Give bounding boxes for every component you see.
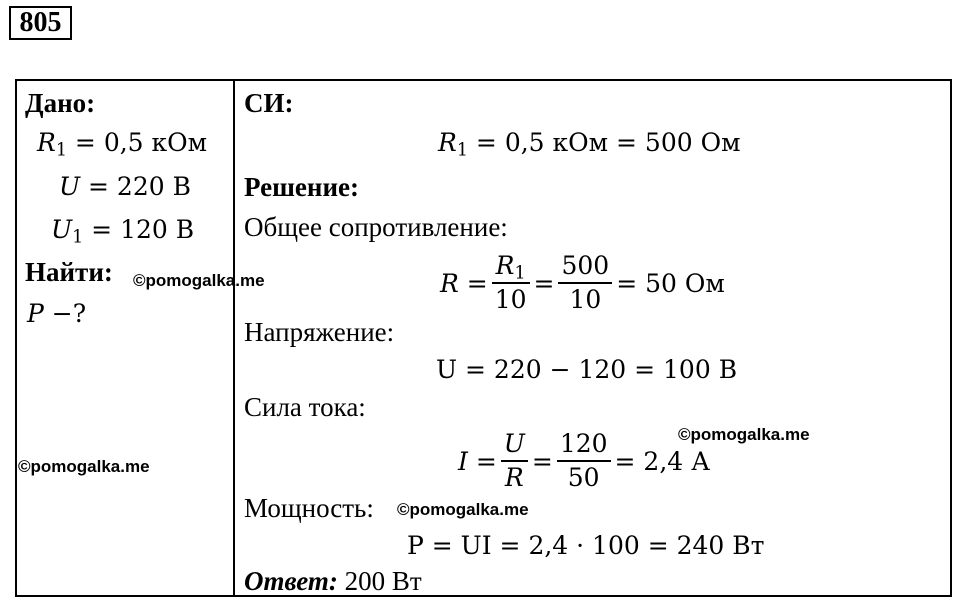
step1-frac2 (558, 250, 612, 316)
given-u1-sub: 1 (72, 227, 84, 248)
step1-lhs (440, 269, 488, 298)
step2-formula: U = 220 − 120 = 100 В (436, 355, 738, 384)
step1-frac1-num (492, 250, 530, 284)
watermark: ©pomogalka.me (18, 457, 150, 476)
given-u1 (51, 214, 194, 246)
si-r1-var: R (438, 128, 457, 157)
step3-frac2-num: 120 (557, 428, 611, 462)
step1-frac2-den: 10 (569, 285, 602, 314)
step1-eq: = (533, 268, 555, 298)
step2-label: Напряжение: (244, 317, 395, 347)
step3-eq: = (531, 446, 553, 476)
step3-formula (458, 424, 710, 498)
step1-result: = 50 Ом (616, 268, 725, 298)
step4-label: Мощность: (244, 493, 374, 523)
step1-lhs-text: R = (440, 268, 488, 298)
given-r1-var: R (37, 128, 56, 157)
si-heading: СИ: (244, 88, 294, 118)
find-heading: Найти: (25, 257, 113, 287)
step1-frac1-den: 10 (494, 285, 527, 314)
watermark: ©pomogalka.me (133, 271, 265, 290)
given-u-value: = 220 В (88, 172, 191, 201)
find-item (27, 298, 86, 330)
given-r1-value: = 0,5 кОм (74, 128, 208, 157)
step3-lhs: I = (458, 446, 497, 476)
step3-result: = 2,4 А (614, 446, 711, 476)
step1-frac1 (492, 250, 530, 316)
given-u1-var: U (51, 215, 73, 244)
step1-formula (440, 246, 725, 320)
step4-formula: P = UI = 2,4 · 100 = 240 Вт (407, 531, 765, 560)
si-r1 (438, 127, 741, 159)
given-u (59, 171, 191, 203)
si-r1-sub: 1 (456, 140, 468, 161)
given-r1 (37, 127, 207, 159)
step3-frac1-num: U (501, 428, 528, 462)
step3-label: Сила тока: (244, 392, 366, 422)
find-rest: −? (51, 299, 87, 328)
answer-line (244, 565, 422, 597)
si-r1-value: = 0,5 кОм = 500 Ом (475, 128, 741, 157)
step1-frac2-num: 500 (558, 250, 612, 284)
answer-value: 200 Вт (344, 566, 422, 596)
step3-frac2 (557, 428, 611, 494)
column-divider (233, 79, 235, 597)
find-var: P (27, 299, 44, 328)
problem-number: 805 (9, 6, 72, 40)
watermark: ©pomogalka.me (678, 425, 810, 444)
given-u-var: U (59, 172, 81, 201)
given-heading: Дано: (25, 88, 96, 118)
step1-frac1-num-var: R (495, 251, 515, 280)
step1-frac1-num-sub: 1 (514, 263, 526, 284)
step1-label: Общее сопротивление: (244, 212, 508, 242)
step3-frac2-den: 50 (567, 463, 600, 492)
solution-heading: Решение: (244, 172, 359, 202)
given-u1-value: = 120 В (91, 215, 195, 244)
step3-frac1 (501, 428, 528, 494)
watermark: ©pomogalka.me (397, 500, 529, 519)
step3-frac1-den: R (504, 463, 524, 492)
given-r1-sub: 1 (55, 140, 67, 161)
answer-label: Ответ: (244, 566, 338, 596)
